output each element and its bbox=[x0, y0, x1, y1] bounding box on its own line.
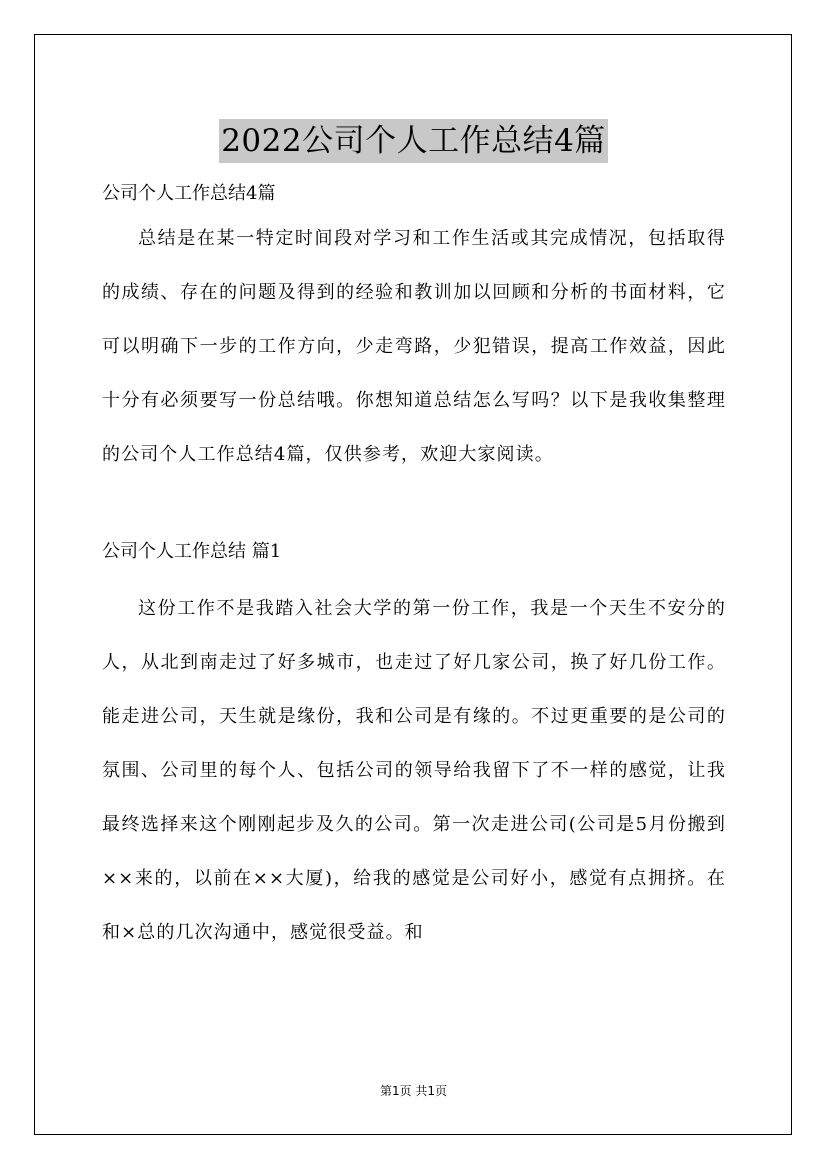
subtitle-heading: 公司个人工作总结4篇 bbox=[102, 183, 276, 204]
title-container bbox=[0, 98, 827, 184]
page-footer: 第1页 共1页 bbox=[379, 1084, 448, 1098]
section-1-heading: 公司个人工作总结 篇1 bbox=[102, 541, 282, 562]
document-body bbox=[102, 176, 726, 960]
document-title: 2022公司个人工作总结4篇 bbox=[219, 119, 608, 163]
section-spacer bbox=[102, 482, 726, 534]
intro-paragraph: 总结是在某一特定时间段对学习和工作生活或其完成情况，包括取得的成绩、存在的问题及得到的经验和教训加以回顾和分析的书面材料，它可以明确下一步的工作方向，少走弯路，少犯错误，提高工作效益，因此十分有必须要写一份总结哦。你想知道总结怎么写吗？以下是我收集整理的公司个人工作总结4篇，仅供参考，欢迎大家阅读。 bbox=[102, 228, 726, 465]
section-1-paragraph: 这份工作不是我踏入社会大学的第一份工作，我是一个天生不安分的人，从北到南走过了好多城市，也走过了好几家公司，换了好几份工作。能走进公司，天生就是缘份，我和公司是有缘的。不过更重要的是公司的氛围、公司里的每个人、包括公司的领导给我留下了不一样的感觉，让我最终选择来这个刚刚起步及久的公司。第一次走进公司(公司是5月份搬到××来的，以前在××大厦)，给我的感觉是公司好小，感觉有点拥挤。在和×总的几次沟通中，感觉很受益。和 bbox=[102, 598, 726, 943]
